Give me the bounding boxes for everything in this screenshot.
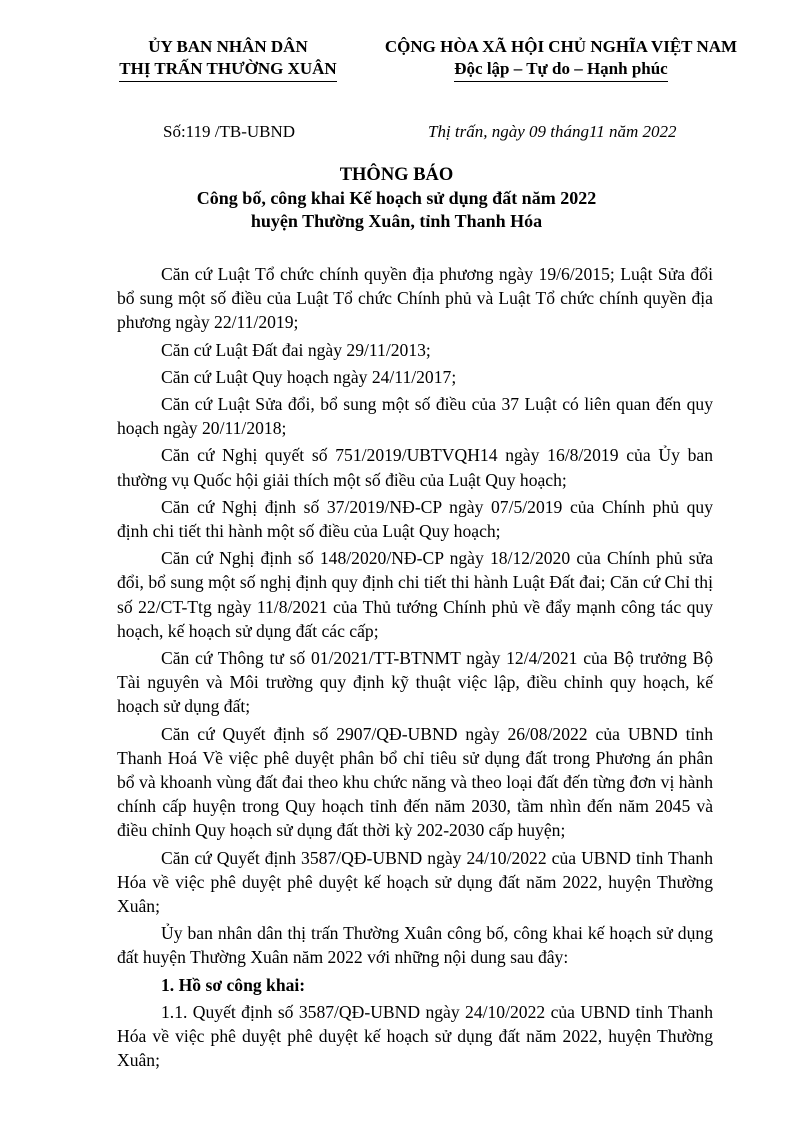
document-body bbox=[117, 262, 713, 1076]
paragraph: Căn cứ Nghị định số 37/2019/NĐ-CP ngày 07/5/2019 của Chính phủ quy định chi tiết thi hành một số điều của Luật Quy hoạch; bbox=[117, 496, 713, 542]
document-subtitle-1: Công bố, công khai Kế hoạch sử dụng đất năm 2022 bbox=[196, 188, 597, 208]
paragraph: Căn cứ Nghị quyết số 751/2019/UBTVQH14 ngày 16/8/2019 của Ủy ban thường vụ Quốc hội giải thích một số điều của Luật Quy hoạch; bbox=[117, 445, 713, 490]
document-subtitle-2: huyện Thường Xuân, tỉnh Thanh Hóa bbox=[250, 211, 543, 231]
authority-line-2: THỊ TRẤN THƯỜNG XUÂN bbox=[119, 58, 336, 82]
authority-line-1: ỦY BAN NHÂN DÂN bbox=[148, 37, 308, 56]
section-heading: 1. Hồ sơ công khai: bbox=[161, 974, 306, 995]
paragraph: Ủy ban nhân dân thị trấn Thường Xuân công bố, công khai kế hoạch sử dụng đất huyện Thường Xuân năm 2022 với những nội dung sau đây: bbox=[117, 923, 713, 968]
document-number: Số:119 /TB-UBND bbox=[163, 122, 296, 141]
national-motto: Độc lập – Tự do – Hạnh phúc bbox=[454, 58, 667, 82]
national-title: CỘNG HÒA XÃ HỘI CHỦ NGHĨA VIỆT NAM bbox=[384, 37, 738, 56]
issuing-authority bbox=[108, 36, 348, 82]
paragraph: Căn cứ Nghị định số 148/2020/NĐ-CP ngày 18/12/2020 của Chính phủ sửa đổi, bổ sung một số nghị định quy định chi tiết thi hành Luật Đất đai; Căn cứ Chỉ thị số 22/CT-Ttg ngày 11/8/2021 của Thủ tướng Chính phủ về đẩy mạnh công tác quy hoạch, kế hoạch sử dụng đất các cấp; bbox=[117, 548, 713, 641]
paragraph: Căn cứ Quyết định số 2907/QĐ-UBND ngày 26/08/2022 của UBND tỉnh Thanh Hoá Về việc phê duyệt phân bổ chỉ tiêu sử dụng đất trong Phương án phân bổ và khoanh vùng đất đai theo khu chức năng và theo loại đất đến từng đơn vị hành chính cấp huyện trong Quy hoạch tỉnh đến năm 2030, tầm nhìn đến năm 2045 và điều chỉnh Quy hoạch sử dụng đất thời kỳ 202-2030 cấp huyện; bbox=[117, 723, 713, 841]
paragraph: Căn cứ Luật Đất đai ngày 29/11/2013; bbox=[161, 339, 431, 360]
document-date: Thị trấn, ngày 09 tháng11 năm 2022 bbox=[428, 122, 677, 141]
paragraph: 1.1. Quyết định số 3587/QĐ-UBND ngày 24/10/2022 của UBND tỉnh Thanh Hóa về việc phê duyệt phê duyệt kế hoạch sử dụng đất năm 2022, huyện Thường Xuân; bbox=[117, 1001, 713, 1071]
paragraph: Căn cứ Luật Tổ chức chính quyền địa phương ngày 19/6/2015; Luật Sửa đổi bổ sung một số điều của Luật Tổ chức Chính phủ và Luật Tổ chức chính quyền địa phương ngày 22/11/2019; bbox=[117, 264, 713, 333]
paragraph: Căn cứ Quyết định 3587/QĐ-UBND ngày 24/10/2022 của UBND tỉnh Thanh Hóa về việc phê duyệt phê duyệt kế hoạch sử dụng đất năm 2022, huyện Thường Xuân; bbox=[117, 847, 713, 917]
national-header bbox=[352, 36, 770, 82]
paragraph: Căn cứ Thông tư số 01/2021/TT-BTNMT ngày 12/4/2021 của Bộ trưởng Bộ Tài nguyên và Môi trường quy định kỹ thuật việc lập, điều chỉnh quy hoạch, kế hoạch sử dụng đất; bbox=[117, 648, 713, 717]
document-title: THÔNG BÁO bbox=[339, 165, 454, 185]
document-title-block bbox=[0, 164, 793, 233]
paragraph: Căn cứ Luật Quy hoạch ngày 24/11/2017; bbox=[161, 366, 457, 387]
paragraph: Căn cứ Luật Sửa đổi, bổ sung một số điều của 37 Luật có liên quan đến quy hoạch ngày 20/11/2018; bbox=[117, 394, 713, 439]
